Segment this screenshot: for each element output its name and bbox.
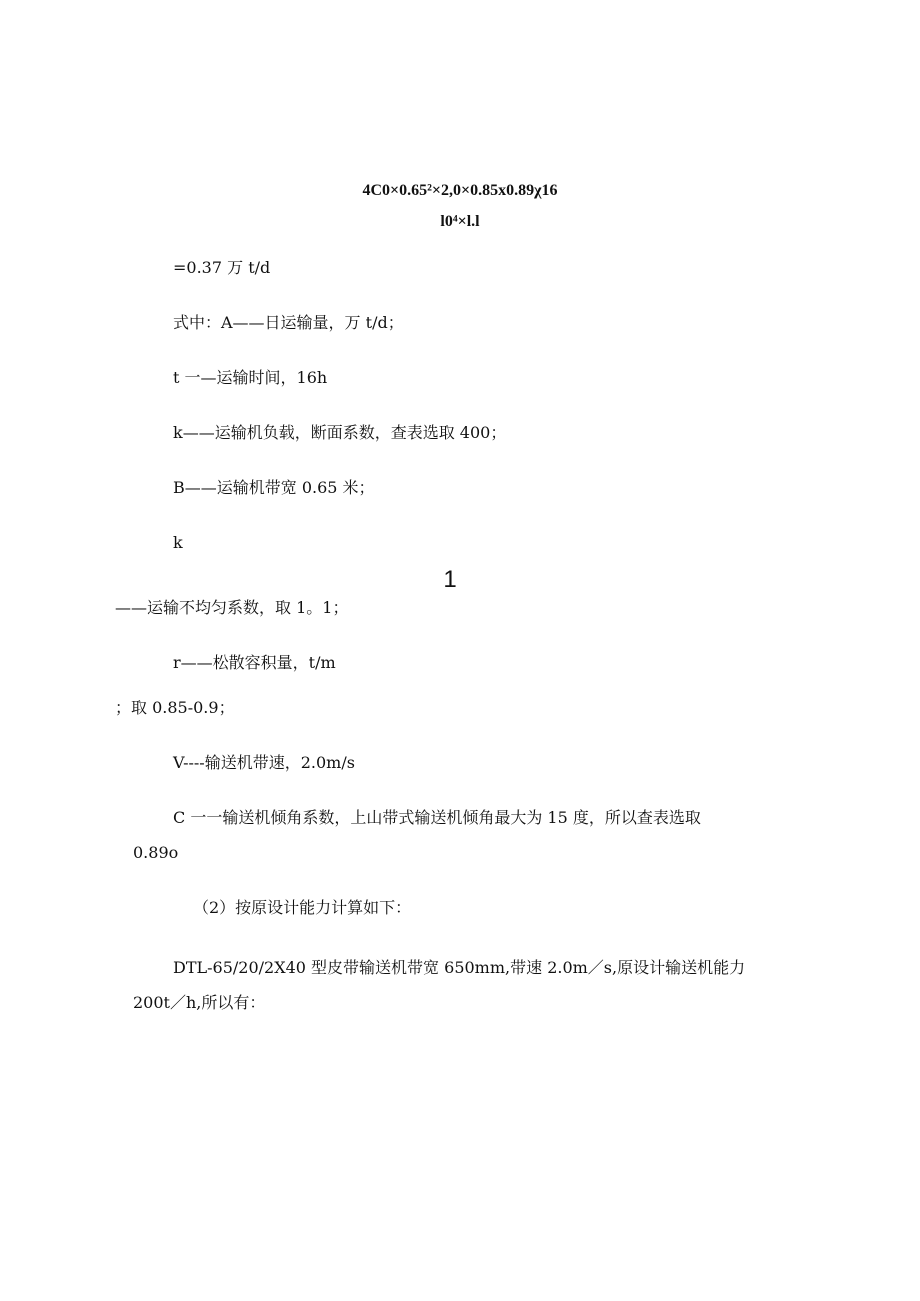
definitions-intro: 式中：A——日运输量，万 t/d； — [173, 313, 404, 332]
definition-r: r——松散容积量，t/m — [173, 653, 336, 672]
definition-k-load: k——运输机负载，断面系数，查表选取 400； — [173, 423, 507, 442]
definition-k-uneven: ——运输不均匀系数，取 1。1； — [115, 598, 349, 617]
definition-v: V----输送机带速，2.0m/s — [173, 753, 355, 772]
result-line: =0.37 万 t/d — [173, 258, 271, 277]
definition-r-cont: ；取 0.85-0.9； — [115, 698, 235, 717]
paragraph-line-2: 200t／h,所以有： — [133, 993, 266, 1012]
definition-b: B——运输机带宽 0.65 米； — [173, 478, 375, 497]
section-heading: （2）按原设计能力计算如下： — [193, 898, 412, 917]
definition-k-label: k — [173, 533, 183, 552]
formula-numerator: 4C0×0.65²×2,0×0.85x0.89χ16 — [362, 182, 558, 199]
definition-c: C 一一输送机倾角系数，上山带式输送机倾角最大为 15 度，所以查表选取 — [173, 808, 701, 827]
definition-t: t 一—运输时间，16h — [173, 368, 328, 387]
definition-c-cont: 0.89o — [133, 843, 179, 862]
paragraph-line-1: DTL-65/20/2X40 型皮带输送机带宽 650mm,带速 2.0m／s,原设计输送机能力 — [173, 958, 746, 977]
fraction-one: 1 — [443, 566, 457, 593]
formula-denominator: l0⁴×l.l — [440, 213, 480, 230]
